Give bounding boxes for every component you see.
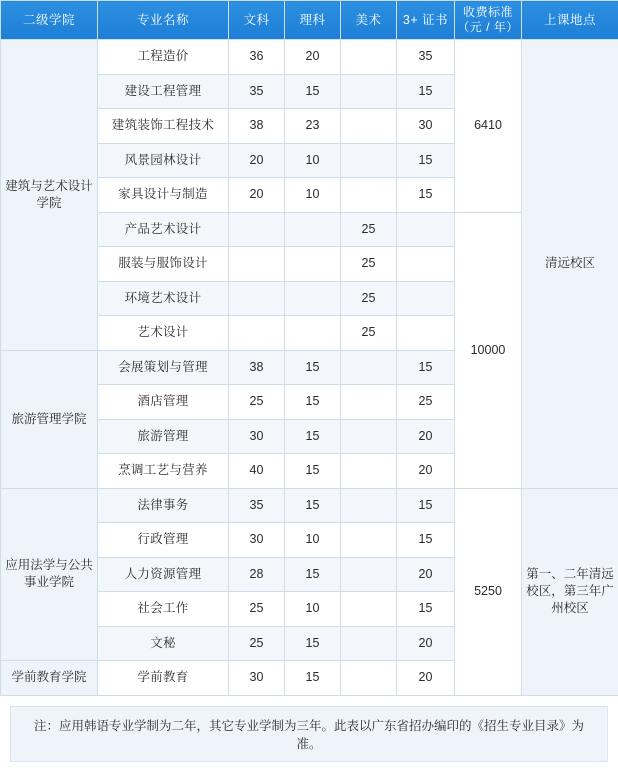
zhengshu-cell: 15 [397, 523, 455, 558]
college-cell: 学前教育学院 [1, 661, 98, 696]
zhengshu-cell [397, 281, 455, 316]
zhengshu-cell: 20 [397, 626, 455, 661]
meishu-cell [341, 454, 397, 489]
wenke-cell: 30 [229, 661, 285, 696]
zhengshu-cell: 25 [397, 385, 455, 420]
table-body [1, 40, 618, 696]
table-row [1, 40, 618, 75]
major-cell: 工程造价 [98, 40, 229, 75]
like-cell: 20 [285, 40, 341, 75]
meishu-cell [341, 40, 397, 75]
like-cell: 15 [285, 626, 341, 661]
like-cell: 15 [285, 557, 341, 592]
meishu-cell [341, 488, 397, 523]
wenke-cell: 20 [229, 143, 285, 178]
like-cell: 15 [285, 350, 341, 385]
wenke-cell: 30 [229, 523, 285, 558]
like-cell: 15 [285, 385, 341, 420]
major-cell: 社会工作 [98, 592, 229, 627]
major-cell: 建设工程管理 [98, 74, 229, 109]
wenke-cell [229, 281, 285, 316]
zhengshu-cell: 15 [397, 178, 455, 213]
table-header [1, 1, 618, 40]
major-cell: 建筑装饰工程技术 [98, 109, 229, 144]
header-fee-line1: 收费标准 [462, 5, 513, 19]
zhengshu-cell: 30 [397, 109, 455, 144]
meishu-cell: 25 [341, 212, 397, 247]
zhengshu-cell: 15 [397, 74, 455, 109]
meishu-cell [341, 661, 397, 696]
major-cell: 酒店管理 [98, 385, 229, 420]
wenke-cell [229, 247, 285, 282]
wenke-cell: 36 [229, 40, 285, 75]
major-cell: 服装与服饰设计 [98, 247, 229, 282]
major-cell: 风景园林设计 [98, 143, 229, 178]
meishu-cell [341, 523, 397, 558]
table-row [1, 488, 618, 523]
like-cell: 15 [285, 454, 341, 489]
like-cell: 10 [285, 592, 341, 627]
college-cell: 建筑与艺术设计学院 [1, 40, 98, 351]
like-cell: 15 [285, 488, 341, 523]
header-fee-line2: （元 / 年） [457, 20, 519, 34]
campus-cell: 清远校区 [522, 40, 618, 489]
zhengshu-cell: 15 [397, 488, 455, 523]
zhengshu-cell [397, 316, 455, 351]
header-fee [455, 1, 522, 40]
zhengshu-cell: 20 [397, 454, 455, 489]
meishu-cell [341, 557, 397, 592]
major-cell: 艺术设计 [98, 316, 229, 351]
college-cell: 应用法学与公共事业学院 [1, 488, 98, 661]
like-cell: 15 [285, 419, 341, 454]
header-row [1, 1, 618, 40]
major-cell: 文秘 [98, 626, 229, 661]
zhengshu-cell [397, 212, 455, 247]
meishu-cell: 25 [341, 281, 397, 316]
wenke-cell: 25 [229, 626, 285, 661]
like-cell [285, 316, 341, 351]
meishu-cell [341, 350, 397, 385]
header-campus: 上课地点 [522, 1, 618, 40]
wenke-cell: 38 [229, 109, 285, 144]
meishu-cell [341, 178, 397, 213]
zhengshu-cell: 20 [397, 419, 455, 454]
wenke-cell [229, 212, 285, 247]
major-cell: 人力资源管理 [98, 557, 229, 592]
major-cell: 法律事务 [98, 488, 229, 523]
wenke-cell [229, 316, 285, 351]
meishu-cell [341, 592, 397, 627]
major-cell: 会展策划与管理 [98, 350, 229, 385]
major-cell: 烹调工艺与营养 [98, 454, 229, 489]
header-meishu: 美术 [341, 1, 397, 40]
zhengshu-cell: 35 [397, 40, 455, 75]
wenke-cell: 30 [229, 419, 285, 454]
campus-cell: 第一、二年清远校区，第三年广州校区 [522, 488, 618, 695]
major-cell: 家具设计与制造 [98, 178, 229, 213]
table-note: 注：应用韩语专业学制为二年，其它专业学制为三年。此表以广东省招办编印的《招生专业目录》为准。 [10, 706, 608, 762]
like-cell [285, 281, 341, 316]
like-cell [285, 247, 341, 282]
header-zhengshu: 3+ 证书 [397, 1, 455, 40]
like-cell: 10 [285, 143, 341, 178]
college-cell: 旅游管理学院 [1, 350, 98, 488]
meishu-cell [341, 419, 397, 454]
wenke-cell: 25 [229, 592, 285, 627]
wenke-cell: 20 [229, 178, 285, 213]
major-cell: 旅游管理 [98, 419, 229, 454]
header-college: 二级学院 [1, 1, 98, 40]
fee-cell: 6410 [455, 40, 522, 213]
zhengshu-cell: 20 [397, 557, 455, 592]
header-major: 专业名称 [98, 1, 229, 40]
major-cell: 产品艺术设计 [98, 212, 229, 247]
wenke-cell: 35 [229, 74, 285, 109]
meishu-cell [341, 74, 397, 109]
fee-cell: 10000 [455, 212, 522, 488]
major-cell: 行政管理 [98, 523, 229, 558]
header-like: 理科 [285, 1, 341, 40]
meishu-cell [341, 385, 397, 420]
like-cell: 15 [285, 661, 341, 696]
zhengshu-cell [397, 247, 455, 282]
like-cell [285, 212, 341, 247]
meishu-cell: 25 [341, 316, 397, 351]
like-cell: 23 [285, 109, 341, 144]
wenke-cell: 25 [229, 385, 285, 420]
meishu-cell [341, 626, 397, 661]
wenke-cell: 38 [229, 350, 285, 385]
like-cell: 10 [285, 523, 341, 558]
zhengshu-cell: 15 [397, 592, 455, 627]
like-cell: 10 [285, 178, 341, 213]
like-cell: 15 [285, 74, 341, 109]
major-cell: 环境艺术设计 [98, 281, 229, 316]
fee-cell: 5250 [455, 488, 522, 695]
meishu-cell: 25 [341, 247, 397, 282]
zhengshu-cell: 20 [397, 661, 455, 696]
zhengshu-cell: 15 [397, 143, 455, 178]
wenke-cell: 35 [229, 488, 285, 523]
zhengshu-cell: 15 [397, 350, 455, 385]
wenke-cell: 40 [229, 454, 285, 489]
meishu-cell [341, 143, 397, 178]
meishu-cell [341, 109, 397, 144]
major-cell: 学前教育 [98, 661, 229, 696]
header-wenke: 文科 [229, 1, 285, 40]
wenke-cell: 28 [229, 557, 285, 592]
